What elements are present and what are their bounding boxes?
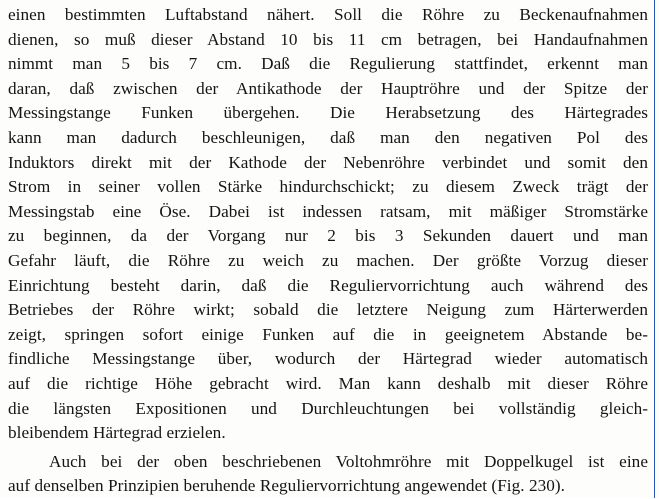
text-line: Betriebes der Röhre wirkt; sobald die letztere Neigung zum Härterwerden xyxy=(8,300,648,320)
text-line: Strom in seiner vollen Stärke hindurchschickt; zu diesem Zweck trägt der xyxy=(8,177,648,197)
text-line: Messingstange Funken übergehen. Die Herabsetzung des Härtegrades xyxy=(8,103,648,123)
text-line: zu beginnen, da der Vorgang nur 2 bis 3 Sekunden dauert und man xyxy=(8,226,648,246)
text-line: Messingstab eine Öse. Dabei ist indessen ratsam, mit mäßiger Stromstärke xyxy=(8,201,648,221)
text-line: bleibendem Härtegrad erzielen. xyxy=(8,423,226,443)
text-line: einen bestimmten Luftabstand nähert. Soll die Röhre zu Beckenaufnahmen xyxy=(8,5,648,24)
paragraph-1 xyxy=(8,3,648,446)
text-line: auf denselben Prinzipien beruhende Reguliervorrichtung angewendet (Fig. 230). xyxy=(8,476,566,496)
text-line: auf die richtige Höhe gebracht wird. Man kann deshalb mit dieser Röhre xyxy=(8,373,648,393)
paragraph-2 xyxy=(8,450,648,499)
text-line: die längsten Expositionen und Durchleuchtungen bei vollständig gleich- xyxy=(8,398,648,418)
text-line: Einrichtung besteht darin, daß die Reguliervorrichtung auch während des xyxy=(8,275,648,295)
text-body xyxy=(8,3,648,499)
text-line: dienen, so muß dieser Abstand 10 bis 11 cm betragen, bei Handaufnahmen xyxy=(8,29,648,49)
text-line: kann man dadurch beschleunigen, daß man den negativen Pol des xyxy=(8,127,648,147)
text-line: daran, daß zwischen der Antikathode der Hauptröhre und der Spitze der xyxy=(8,78,648,98)
page-edge-line xyxy=(654,0,656,498)
text-line: Induktors direkt mit der Kathode der Nebenröhre verbindet und somit den xyxy=(8,152,648,172)
text-line: Gefahr läuft, die Röhre zu weich zu machen. Der größte Vorzug dieser xyxy=(8,250,648,270)
text-line: zeigt, springen sofort einige Funken auf die in geeignetem Abstande be- xyxy=(8,324,648,344)
text-line: Auch bei der oben beschriebenen Voltohmröhre mit Doppelkugel ist eine xyxy=(49,451,648,471)
text-line: nimmt man 5 bis 7 cm. Daß die Regulierung stattfindet, erkennt man xyxy=(8,54,648,74)
text-line: findliche Messingstange über, wodurch der Härtegrad wieder automatisch xyxy=(8,349,648,369)
